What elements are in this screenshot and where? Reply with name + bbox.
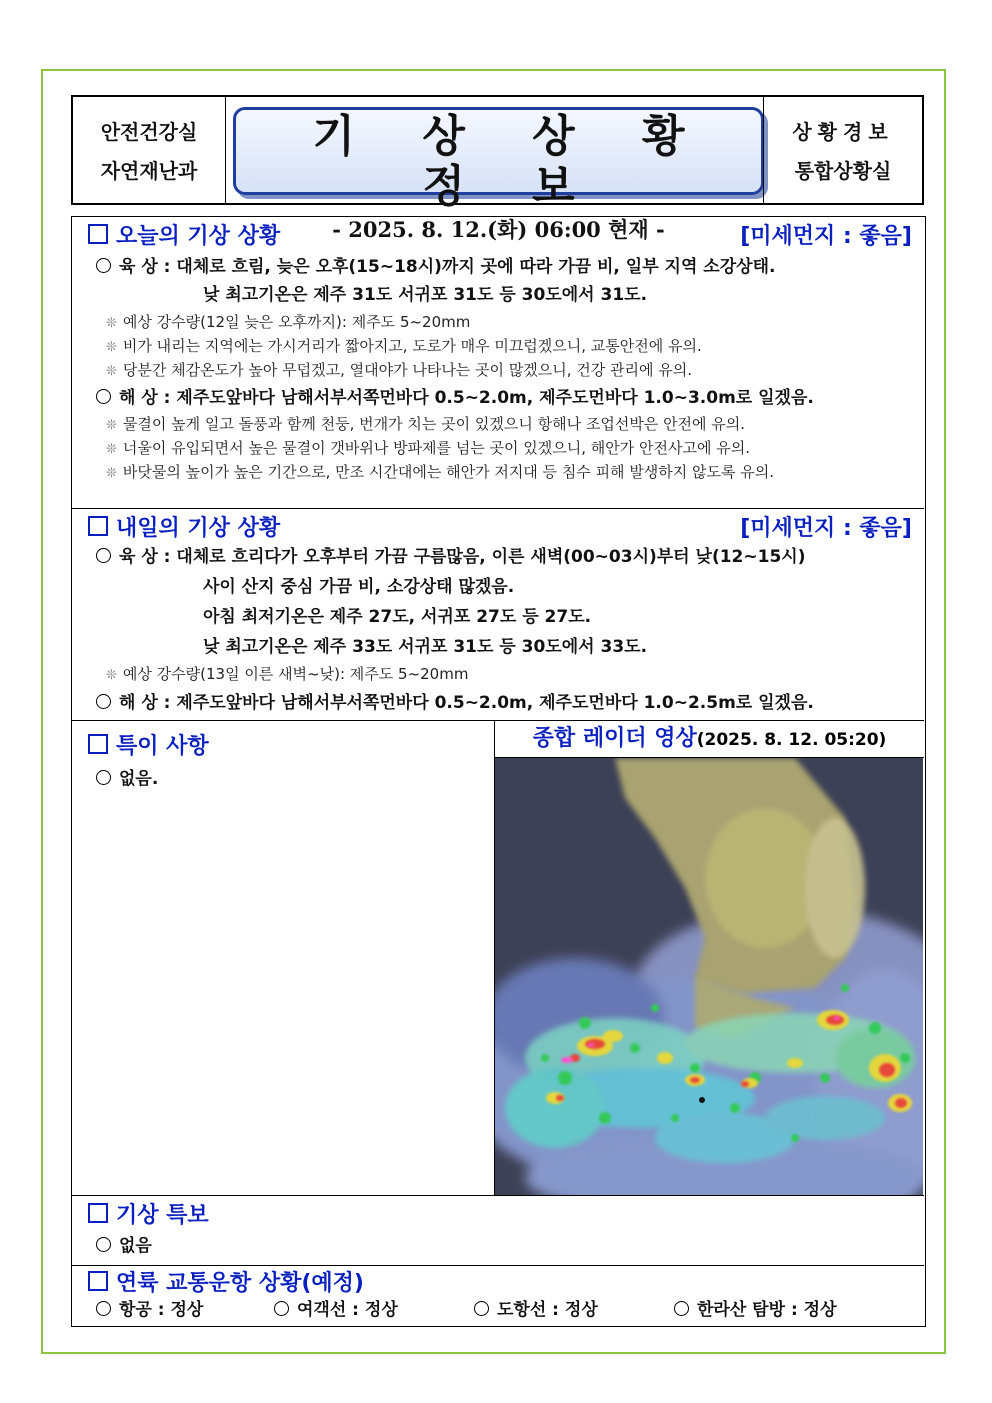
bullet-circle-icon <box>96 548 111 563</box>
today-fine-dust: [미세먼지 : 좋음] <box>740 224 912 249</box>
department-name: 안전건강실 <box>100 120 198 144</box>
tomorrow-fine-dust: [미세먼지 : 좋음] <box>740 516 912 541</box>
today-note-rainfall: ❊ 예상 강수량(12일 늦은 오후까지): 제주도 5~20mm <box>106 313 471 331</box>
tomorrow-note-rainfall: ❊ 예상 강수량(13일 이른 새벽~낮): 제주도 5~20mm <box>106 665 469 683</box>
today-land-line1: 육 상 : 대체로 흐림, 늦은 오후(15~18시)까지 곳에 따라 가끔 비, 일부 지역 소강상태. <box>96 255 814 279</box>
situation-office <box>763 97 922 203</box>
tomorrow-max-temp: 낮 최고기온은 제주 33도 서귀포 31도 등 30도에서 33도. <box>203 637 648 657</box>
bullet-circle-icon <box>674 1301 689 1316</box>
today-land-line2: 낮 최고기온은 제주 31도 서귀포 31도 등 30도에서 31도. <box>203 285 648 305</box>
radar-title: 종합 레이더 영상(2025. 8. 12. 05:20) <box>495 721 924 758</box>
bullet-circle-icon <box>96 258 111 273</box>
today-note-waves: ❊ 물결이 높게 일고 돌풍과 함께 천둥, 번개가 치는 곳이 있겠으니 항해나 조업선박은 안전에 유의. <box>106 415 746 433</box>
special-radar-section <box>72 721 924 1196</box>
bullet-circle-icon <box>96 1237 111 1252</box>
tomorrow-min-temp: 아침 최저기온은 제주 27도, 서귀포 27도 등 27도. <box>203 607 592 627</box>
traffic-hallasan: 한라산 탐방 : 정상 <box>674 1298 837 1322</box>
checkbox-icon <box>88 516 108 536</box>
tomorrow-sea-line: 해 상 : 제주도앞바다 남해서부서쪽먼바다 0.5~2.0m, 제주도먼바다 1.0~2.5m로 일겠음. <box>96 691 814 715</box>
traffic-ferry: 여객선 : 정상 <box>274 1298 398 1322</box>
today-note-swell: ❊ 너울이 유입되면서 높은 물결이 갯바위나 방파제를 넘는 곳이 있겠으니, 해안가 안전사고에 유의. <box>106 439 751 457</box>
tomorrow-weather-section <box>72 509 924 721</box>
traffic-island-ferry: 도항선 : 정상 <box>474 1298 598 1322</box>
checkbox-icon <box>88 734 108 754</box>
today-sea-line: 해 상 : 제주도앞바다 남해서부서쪽먼바다 0.5~2.0m, 제주도먼바다 1.0~3.0m로 일겠음. <box>96 386 814 410</box>
bullet-circle-icon <box>96 1301 111 1316</box>
checkbox-icon <box>88 224 108 244</box>
weather-warning-section <box>72 1196 924 1266</box>
bullet-circle-icon <box>96 770 111 785</box>
traffic-air: 항공 : 정상 <box>96 1298 203 1322</box>
office-name-1: 상황경보 <box>792 120 894 144</box>
issuing-department <box>73 97 226 203</box>
today-note-heat: ❊ 당분간 체감온도가 높아 무덥겠고, 열대야가 나타나는 곳이 많겠으니, 건강 관리에 유의. <box>106 361 693 379</box>
checkbox-icon <box>88 1203 108 1223</box>
checkbox-icon <box>88 1271 108 1291</box>
traffic-section-title: 연륙 교통운항 상황(예정) <box>88 1266 364 1297</box>
bullet-circle-icon <box>96 389 111 404</box>
report-body <box>71 216 926 1327</box>
tomorrow-land-line1: 육 상 : 대체로 흐리다가 오후부터 가끔 구름많음, 이른 새벽(00~03시)부터 낮(12~15시) <box>96 545 814 569</box>
bullet-circle-icon <box>474 1301 489 1316</box>
traffic-section <box>72 1266 924 1326</box>
tomorrow-section-title: 내일의 기상 상황 <box>88 511 280 542</box>
radar-image <box>495 758 923 1195</box>
special-section-title: 특이 사항 <box>88 729 209 760</box>
report-datetime: - 2025. 8. 12.(화) 06:00 현재 - <box>332 217 665 242</box>
bullet-circle-icon <box>274 1301 289 1316</box>
report-title: 기 상 상 황 정 보 <box>312 111 711 212</box>
today-note-visibility: ❊ 비가 내리는 지역에는 가시거리가 짧아지고, 도로가 매우 미끄럽겠으니, 교통안전에 유의. <box>106 337 702 355</box>
bullet-circle-icon <box>96 694 111 709</box>
today-note-tide: ❊ 바닷물의 높이가 높은 기간으로, 만조 시간대에는 해안가 저지대 등 침수 피해 발생하지 않도록 유의. <box>106 463 775 481</box>
today-weather-section <box>72 217 924 509</box>
warning-section-title: 기상 특보 <box>88 1198 209 1229</box>
special-item: 없음. <box>96 767 158 791</box>
warning-item: 없음 <box>96 1234 152 1258</box>
radar-map <box>495 758 923 1195</box>
title-banner <box>233 107 764 242</box>
radar-panel <box>494 721 924 1195</box>
division-name: 자연재난과 <box>100 159 198 183</box>
tomorrow-land-line2: 사이 산지 중심 가끔 비, 소강상태 많겠음. <box>203 577 515 597</box>
today-section-title: 오늘의 기상 상황 <box>88 219 280 250</box>
office-name-2: 통합상황실 <box>794 159 892 183</box>
